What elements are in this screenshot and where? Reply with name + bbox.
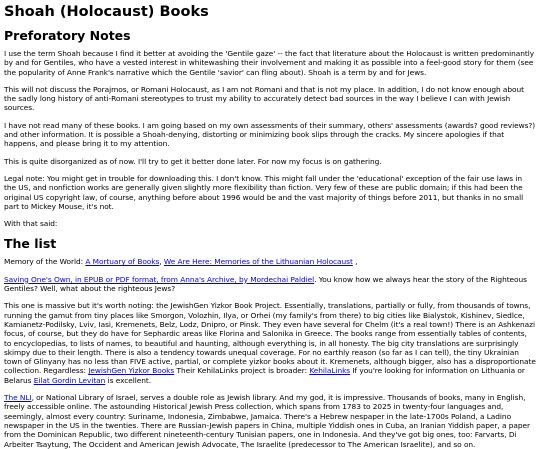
section-heading-list: The list xyxy=(4,236,57,252)
link-we-are-here[interactable]: We Are Here: Memories of the Lithuanian Holocaust xyxy=(163,257,353,267)
link-mortuary-of-books[interactable]: A Mortuary of Books xyxy=(85,257,160,267)
link-kehilalinks[interactable]: KehilaLinks xyxy=(309,366,351,376)
link-nli[interactable]: The NLI xyxy=(4,393,32,403)
list-item-nli xyxy=(4,393,536,449)
paragraph-legal-note: Legal note: You might get in trouble for downloading this. I don't know. This might fall under the 'educational' exception of the fair use laws in the US, and nonfiction works are generally given slightly more flexibility than fiction. Very few of these are public domain; if this had been the original US copyright law, of course, anything before about 1996 would be and the vast majority of things before 2011, but thanks in no small part to Mickey Mouse, it's not. xyxy=(4,173,524,211)
yizkor-end: is excellent. xyxy=(105,375,152,385)
page-title: Shoah (Holocaust) Books xyxy=(4,4,209,20)
list-item-yizkor-books xyxy=(4,301,536,385)
paragraph-disorganized: This is quite disorganized as of now. I'll try to get it better done later. For now my focus is on gathering. xyxy=(4,156,382,166)
paragraph-with-that-said: With that said: xyxy=(4,219,58,229)
link-eilat-gordin-levitan[interactable]: Eilat Gordin Levitan xyxy=(33,375,106,385)
memory-suffix: , xyxy=(352,257,358,267)
page xyxy=(0,3,540,449)
saving-description: . You know how we always hear the story of the Righteous Gentiles? Well, what about the righteous Jews? xyxy=(4,274,527,294)
yizkor-lithuania-intro: If you're looking for information on Lithuania or Belarus xyxy=(4,366,525,385)
yizkor-description: This one is massive but it's worth noting: the JewishGen Yizkor Book Project. Essentially, translations, partially or fully, from thousands of towns, running the gamut from tiny places like Smorgon, Volozhin, Ilya, or Orhei (my family's from there) to big cities like Bialystok, Kishinev, Siedlce, Kamianetz-Podilsky, Lviv, Iasi, Kremenets, Belz, Lodz, Dnipro, or Pinsk. They even have several for Chelm (it's a real town!) There is an Ashkenazi focus, of course, but they do have for Sephardic areas like Florina and Salonika in Greece. The books range from essentially tables of contents, to encyclopedias, to lists of names, to beautiful and haunting, although everything is, in all honesty. The big city translations are surprisingly skimpy due to their length. There is also a tendency towards unequal coverage. For no earthly reason (so far as I can tell), the tiny Ukrainian town of Glinyany has no less than FIVE active, partial, or complete yizkor books about it. Kremenets, although bigger, also has a disproportionate collection. Regardless: xyxy=(4,301,536,376)
paragraph-not-read: I have not read many of these books. I am going based on my own assessments of their summary, others' assessments (awards? good reviews?) and other information. It is possible a Shoah-denying, distorting or minimizing book slips through the cracks. My sincere apologies if that happens, and please bring it to my attention. xyxy=(4,120,536,149)
paragraph-porajmos: This will not discuss the Porajmos, or Romani Holocaust, as I am not Romani and that is not my place. In addition, I do not know enough about the sadly long history of anti-Romani stereotypes to trust my ability to accurately detect bad sources in the way I believe I can with Jewish sources. xyxy=(4,84,525,113)
memory-separator: , xyxy=(159,257,164,267)
list-item-memory-of-the-world xyxy=(4,257,536,266)
link-saving-ones-own[interactable]: Saving One's Own, in EPUB or PDF format, from Anna's Archive, by Mordechai Paldiel xyxy=(4,274,315,284)
memory-prefix: Memory of the World: xyxy=(4,257,86,267)
nli-description: , or National Library of Israel, serves a double role as Jewish library. And my god, it is impressive. Thousands of books, many in English, freely accessible online. The astounding Historical Jewish Press collection, which spans from 1783 to 2025 in twenty-four languages and, seemingly, almost every country: Suriname, Indonesia, Zimbabwe, Jamaica. There's a Hebrew nespaper in the late-1700s Poland, a Ladino newspaper in the US in the twenties. There are Russian-Jewish papers in China, multiple Yiddish ones in Cuba, an Iranian Yiddish paper, a paper from the Dominican Republic, two different nineteenth-century Tunisian papers, one in Indonesia. And they've got big ones, too: Farvarts, Di Arbeiter Tsaytung, The Occident and American Jewish Advocate, The Israelite (predecessor to The American Israelite), and so on. xyxy=(4,393,531,449)
section-heading-preface: Preforatory Notes xyxy=(4,28,131,43)
list-item-saving-ones-own xyxy=(4,275,536,294)
link-jewishgen-yizkor-books[interactable]: JewishGen Yizkor Books xyxy=(88,366,175,376)
paragraph-shoah-term: I use the term Shoah because I find it better at avoiding the 'Gentile gaze' -- the fact that literature about the Holocaust is written predominantly by and for Gentiles, who have a vested interest in whitewashing their involvement and making it as possible into a feel-good story for them (see the popularity of Anne Frank's narrative which the Gentile 'savior' can fling about). Shoah is a term by and for Jews. xyxy=(4,49,535,77)
yizkor-kehilalinks-intro: Their KehilaLinks project is broader: xyxy=(174,366,310,376)
